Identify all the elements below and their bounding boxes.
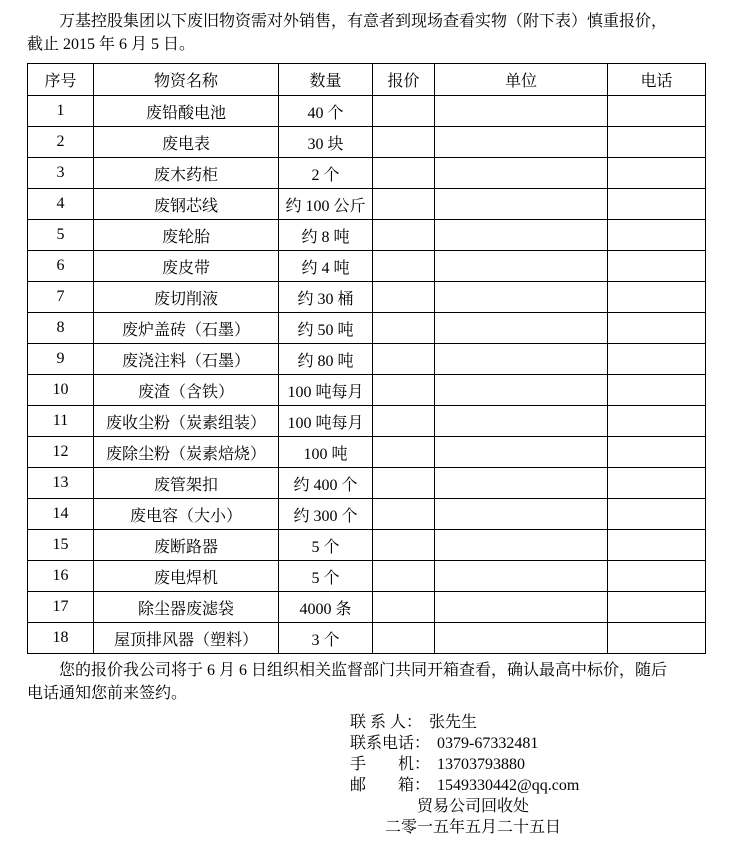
materials-table — [27, 63, 706, 654]
cell-unit — [435, 127, 608, 158]
cell-quantity: 40 个 — [279, 96, 373, 127]
cell-quantity: 100 吨每月 — [279, 375, 373, 406]
cell-quote — [373, 158, 435, 189]
cell-no: 11 — [28, 406, 94, 437]
table-row — [28, 220, 706, 251]
contact-mobile-row — [350, 754, 596, 775]
cell-quote — [373, 499, 435, 530]
header-unit: 单位 — [435, 64, 608, 96]
cell-material-name: 废木药柜 — [94, 158, 279, 189]
table-row — [28, 437, 706, 468]
cell-phone — [608, 220, 706, 251]
table-row — [28, 251, 706, 282]
cell-material-name: 废炉盖砖（石墨） — [94, 313, 279, 344]
cell-quantity: 约 30 桶 — [279, 282, 373, 313]
intro-line-2: 截止 2015 年 6 月 5 日。 — [27, 36, 196, 53]
cell-unit — [435, 592, 608, 623]
contact-phone-label: 联系电话： — [350, 735, 431, 752]
cell-quote — [373, 344, 435, 375]
table-row — [28, 468, 706, 499]
contact-mobile-value: 13703793880 — [437, 756, 526, 773]
cell-no: 18 — [28, 623, 94, 654]
table-header-row — [28, 64, 706, 96]
cell-phone — [608, 96, 706, 127]
table-row — [28, 592, 706, 623]
cell-unit — [435, 375, 608, 406]
cell-material-name: 废断路器 — [94, 530, 279, 561]
cell-unit — [435, 344, 608, 375]
cell-unit — [435, 313, 608, 344]
cell-quantity: 2 个 — [279, 158, 373, 189]
table-row — [28, 406, 706, 437]
contact-email-label: 邮 箱： — [350, 777, 431, 794]
intro-line-1: 万基控股集团以下废旧物资需对外销售，有意者到现场查看实物（附下表）慎重报价， — [59, 13, 668, 30]
cell-quote — [373, 127, 435, 158]
cell-phone — [608, 468, 706, 499]
cell-phone — [608, 189, 706, 220]
cell-quantity: 5 个 — [279, 561, 373, 592]
table-row — [28, 313, 706, 344]
cell-phone — [608, 282, 706, 313]
cell-quantity: 约 300 个 — [279, 499, 373, 530]
cell-quantity: 5 个 — [279, 530, 373, 561]
cell-no: 16 — [28, 561, 94, 592]
cell-unit — [435, 561, 608, 592]
cell-quote — [373, 375, 435, 406]
table-row — [28, 623, 706, 654]
cell-no: 6 — [28, 251, 94, 282]
cell-quantity: 3 个 — [279, 623, 373, 654]
header-quote: 报价 — [373, 64, 435, 96]
cell-no: 4 — [28, 189, 94, 220]
cell-quote — [373, 282, 435, 313]
cell-quote — [373, 313, 435, 344]
cell-unit — [435, 158, 608, 189]
contact-email-row — [350, 775, 596, 796]
cell-material-name: 废浇注料（石墨） — [94, 344, 279, 375]
contact-date: 二零一五年五月二十五日 — [384, 819, 561, 836]
contact-block — [350, 712, 596, 838]
table-row — [28, 189, 706, 220]
cell-material-name: 废钢芯线 — [94, 189, 279, 220]
cell-phone — [608, 499, 706, 530]
contact-phone-row — [350, 733, 596, 754]
cell-no: 1 — [28, 96, 94, 127]
cell-unit — [435, 251, 608, 282]
cell-material-name: 除尘器废滤袋 — [94, 592, 279, 623]
cell-no: 9 — [28, 344, 94, 375]
cell-no: 3 — [28, 158, 94, 189]
cell-phone — [608, 592, 706, 623]
cell-quote — [373, 468, 435, 499]
cell-no: 10 — [28, 375, 94, 406]
table-row — [28, 127, 706, 158]
cell-unit — [435, 96, 608, 127]
cell-quote — [373, 189, 435, 220]
cell-material-name: 废电焊机 — [94, 561, 279, 592]
cell-quantity: 约 8 吨 — [279, 220, 373, 251]
cell-material-name: 废收尘粉（炭素组装） — [94, 406, 279, 437]
cell-unit — [435, 530, 608, 561]
header-no: 序号 — [28, 64, 94, 96]
cell-quantity: 100 吨 — [279, 437, 373, 468]
cell-quote — [373, 561, 435, 592]
cell-phone — [608, 344, 706, 375]
cell-no: 7 — [28, 282, 94, 313]
contact-person-value: 张先生 — [429, 714, 478, 731]
table-row — [28, 344, 706, 375]
table-row — [28, 158, 706, 189]
cell-quote — [373, 530, 435, 561]
cell-phone — [608, 158, 706, 189]
header-material-name: 物资名称 — [94, 64, 279, 96]
cell-no: 17 — [28, 592, 94, 623]
cell-unit — [435, 189, 608, 220]
cell-material-name: 废除尘粉（炭素焙烧） — [94, 437, 279, 468]
table-row — [28, 282, 706, 313]
cell-phone — [608, 313, 706, 344]
cell-quantity: 约 80 吨 — [279, 344, 373, 375]
cell-no: 14 — [28, 499, 94, 530]
cell-material-name: 废轮胎 — [94, 220, 279, 251]
cell-quote — [373, 220, 435, 251]
cell-quote — [373, 437, 435, 468]
cell-phone — [608, 623, 706, 654]
cell-quote — [373, 406, 435, 437]
cell-material-name: 废切削液 — [94, 282, 279, 313]
cell-material-name: 废铅酸电池 — [94, 96, 279, 127]
cell-unit — [435, 468, 608, 499]
table-row — [28, 96, 706, 127]
cell-no: 8 — [28, 313, 94, 344]
cell-no: 15 — [28, 530, 94, 561]
cell-quantity: 约 400 个 — [279, 468, 373, 499]
cell-material-name: 废电容（大小） — [94, 499, 279, 530]
cell-phone — [608, 437, 706, 468]
cell-quote — [373, 96, 435, 127]
contact-person-row — [350, 712, 596, 733]
cell-material-name: 废电表 — [94, 127, 279, 158]
table-row — [28, 561, 706, 592]
cell-material-name: 屋顶排风器（塑料） — [94, 623, 279, 654]
cell-phone — [608, 406, 706, 437]
materials-table-body — [28, 96, 706, 654]
cell-phone — [608, 375, 706, 406]
header-phone: 电话 — [608, 64, 706, 96]
cell-no: 12 — [28, 437, 94, 468]
contact-person-label: 联 系 人： — [350, 714, 423, 731]
cell-phone — [608, 561, 706, 592]
table-row — [28, 530, 706, 561]
cell-quantity: 约 100 公斤 — [279, 189, 373, 220]
cell-quantity: 100 吨每月 — [279, 406, 373, 437]
cell-no: 2 — [28, 127, 94, 158]
cell-phone — [608, 530, 706, 561]
cell-material-name: 废渣（含铁） — [94, 375, 279, 406]
cell-quantity: 约 50 吨 — [279, 313, 373, 344]
cell-unit — [435, 282, 608, 313]
cell-unit — [435, 220, 608, 251]
header-quantity: 数量 — [279, 64, 373, 96]
cell-quote — [373, 623, 435, 654]
cell-unit — [435, 406, 608, 437]
closing-line-1: 您的报价我公司将于 6 月 6 日组织相关监督部门共同开箱查看，确认最高中标价，随后 — [59, 662, 668, 679]
closing-line-2: 电话通知您前来签约。 — [27, 685, 188, 702]
cell-phone — [608, 251, 706, 282]
cell-quantity: 4000 条 — [279, 592, 373, 623]
contact-mobile-label: 手 机： — [350, 756, 431, 773]
cell-material-name: 废管架扣 — [94, 468, 279, 499]
cell-unit — [435, 437, 608, 468]
cell-quantity: 30 块 — [279, 127, 373, 158]
cell-quote — [373, 251, 435, 282]
cell-phone — [608, 127, 706, 158]
contact-phone-value: 0379-67332481 — [437, 735, 539, 752]
cell-unit — [435, 499, 608, 530]
table-row — [28, 375, 706, 406]
cell-material-name: 废皮带 — [94, 251, 279, 282]
cell-no: 13 — [28, 468, 94, 499]
table-row — [28, 499, 706, 530]
cell-no: 5 — [28, 220, 94, 251]
contact-department: 贸易公司回收处 — [416, 798, 529, 815]
contact-email-value: 1549330442@qq.com — [437, 777, 580, 794]
cell-quote — [373, 592, 435, 623]
cell-quantity: 约 4 吨 — [279, 251, 373, 282]
cell-unit — [435, 623, 608, 654]
closing-block — [27, 659, 705, 705]
